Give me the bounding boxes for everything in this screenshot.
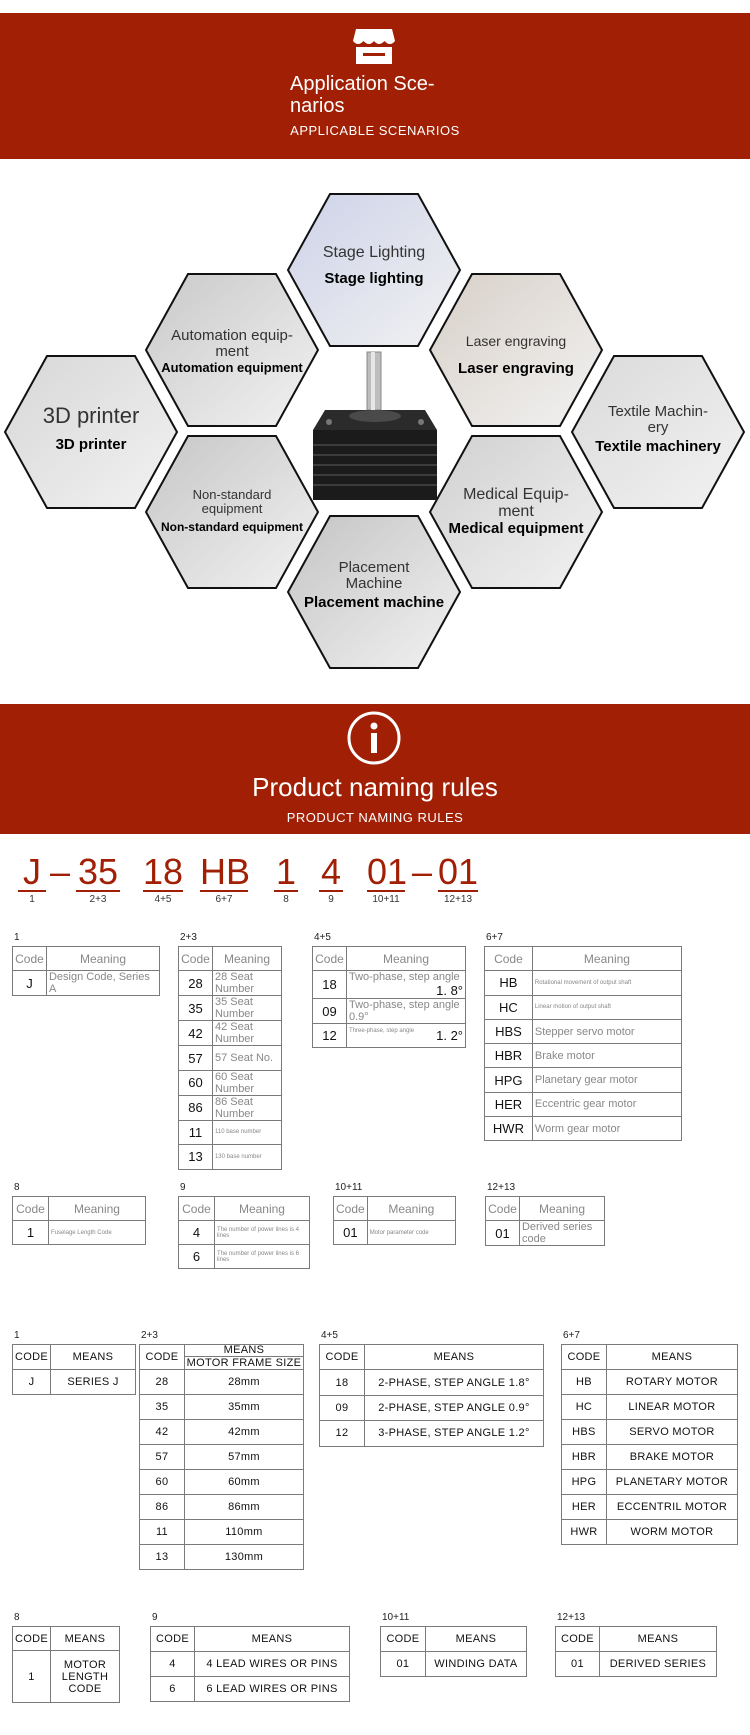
table-row (179, 971, 282, 996)
table-row (556, 1652, 717, 1677)
hex-placement-machine (286, 514, 462, 670)
rule-table-8 (12, 1626, 120, 1703)
code-cell: HPG (562, 1470, 607, 1495)
header-meaning: Meaning (519, 1197, 604, 1221)
code-cell: HBR (562, 1445, 607, 1470)
table-row (140, 1470, 304, 1495)
header-meaning: MEANS (425, 1627, 526, 1652)
table-label: 12+13 (487, 1182, 516, 1193)
table-row (485, 1117, 682, 1141)
header-code: Code (334, 1197, 368, 1221)
code-cell: 35 (140, 1395, 185, 1420)
hex-caption: Non-standard equipment (160, 520, 303, 534)
hex-title: Stage Lighting (322, 244, 426, 261)
table-row (485, 1092, 682, 1116)
hex-caption: Textile machinery (595, 438, 721, 455)
code-part-12-13: 01 12+13 (438, 851, 479, 905)
code-cell: 11 (179, 1120, 213, 1144)
table-header-row (556, 1627, 717, 1652)
hex-title: Laser engraving (465, 333, 567, 349)
meaning-cell: 60mm (184, 1470, 303, 1495)
table-row (179, 996, 282, 1021)
code-cell: J (13, 971, 47, 996)
table-label: 10+11 (382, 1612, 410, 1623)
rule-table-10-11 (380, 1626, 527, 1677)
meaning-cell: 130mm (184, 1545, 303, 1570)
rule-table-9 (178, 1196, 310, 1269)
meaning-cell: BRAKE MOTOR (606, 1445, 737, 1470)
table-row (140, 1370, 304, 1395)
meaning-cell: 57 Seat No. (212, 1046, 281, 1070)
table-row (13, 971, 160, 996)
table-header-row (485, 947, 682, 971)
header-meaning: MEANS (50, 1627, 119, 1651)
rule-table-4-5 (319, 1344, 544, 1447)
header-code: Code (13, 947, 47, 971)
table-header-row (13, 1345, 136, 1370)
meaning-cell: The number of power lines is 6 lines (214, 1245, 309, 1269)
rule-table-6-7 (561, 1344, 738, 1545)
meaning-cell: ECCENTRIL MOTOR (606, 1495, 737, 1520)
table-row (13, 1651, 120, 1703)
rule-table-2-3 (178, 946, 282, 1170)
meaning-cell: WORM MOTOR (606, 1520, 737, 1545)
header-code: CODE (320, 1345, 365, 1370)
code-cell: HB (562, 1370, 607, 1395)
table-row (381, 1652, 527, 1677)
meaning-cell: 42 Seat Number (212, 1021, 281, 1046)
meaning-cell: 2-PHASE, STEP ANGLE 1.8° (364, 1370, 543, 1395)
meaning-cell: 86 Seat Number (212, 1095, 281, 1120)
table-header-row (13, 1197, 146, 1221)
info-icon (346, 710, 402, 766)
hex-title: Medical Equip- ment (463, 486, 569, 520)
naming-rules-title: Product naming rules (252, 772, 498, 802)
hex-caption: 3D printer (55, 436, 127, 453)
code-cell: 6 (179, 1245, 215, 1269)
code-cell: 57 (140, 1445, 185, 1470)
table-label: 12+13 (557, 1612, 586, 1623)
table-header-row (320, 1345, 544, 1370)
table-header-row (179, 947, 282, 971)
table-header-row (486, 1197, 605, 1221)
meaning-cell: The number of power lines is 4 lines (214, 1221, 309, 1245)
table-row (313, 999, 466, 1024)
rule-table-1 (12, 946, 160, 996)
code-cell: 01 (486, 1221, 520, 1246)
header-code: CODE (13, 1627, 51, 1651)
code-cell: HB (485, 971, 533, 995)
header-code: Code (179, 947, 213, 971)
meaning-cell: Two-phase, step angle 0.9° (346, 999, 465, 1024)
table-row (179, 1120, 282, 1144)
table-row (179, 1221, 310, 1245)
header-code: Code (179, 1197, 215, 1221)
table-row (334, 1221, 456, 1245)
table-row (140, 1495, 304, 1520)
meaning-cell: Linear motion of output shaft (532, 995, 681, 1019)
header-code: CODE (140, 1345, 185, 1370)
table-row (562, 1395, 738, 1420)
code-cell: 86 (140, 1495, 185, 1520)
meaning-cell: Motor parameter code (367, 1221, 455, 1245)
meaning-cell: 60 Seat Number (212, 1070, 281, 1095)
table-row (562, 1520, 738, 1545)
table-label: 9 (152, 1612, 158, 1623)
meaning-cell: Fuselage Length Code (48, 1221, 145, 1245)
table-row (485, 971, 682, 995)
code-dash: – (49, 851, 71, 892)
table-label: 10+11 (335, 1182, 363, 1193)
meaning-cell: Two-phase, step angle 1. 8° (346, 971, 465, 999)
header-code: CODE (562, 1345, 607, 1370)
table-row (320, 1370, 544, 1395)
table-row (485, 995, 682, 1019)
code-cell: 1 (13, 1221, 49, 1245)
model-code-breakdown (0, 851, 750, 914)
rule-table-12-13 (485, 1196, 605, 1246)
meaning-cell: 6 LEAD WIRES OR PINS (194, 1677, 349, 1702)
code-cell: 01 (381, 1652, 426, 1677)
rule-table-6-7 (484, 946, 682, 1141)
table-header-row (562, 1345, 738, 1370)
meaning-cell: 3-PHASE, STEP ANGLE 1.2° (364, 1421, 543, 1446)
stepper-motor-image (305, 350, 445, 510)
table-row (179, 1021, 282, 1046)
code-cell: HBR (485, 1044, 533, 1068)
code-cell: HPG (485, 1068, 533, 1092)
meaning-cell: 4 LEAD WIRES OR PINS (194, 1652, 349, 1677)
header-meaning: Meaning (212, 947, 281, 971)
code-cell: 4 (179, 1221, 215, 1245)
code-cell: 13 (179, 1145, 213, 1169)
code-cell: 13 (140, 1545, 185, 1570)
header-code: CODE (151, 1627, 195, 1652)
table-label: 8 (14, 1612, 20, 1623)
meaning-cell: 86mm (184, 1495, 303, 1520)
code-cell: 57 (179, 1046, 213, 1070)
code-part-6-7: HB 6+7 (200, 851, 251, 905)
table-row (562, 1445, 738, 1470)
rule-table-10-11 (333, 1196, 456, 1245)
header-meaning: Meaning (346, 947, 465, 971)
code-cell: J (13, 1370, 51, 1395)
code-cell: HC (485, 995, 533, 1019)
table-row (485, 1019, 682, 1043)
code-cell: HER (485, 1092, 533, 1116)
meaning-cell: Three-phase, step angle 1. 2° (346, 1024, 465, 1048)
meaning-cell: 35 Seat Number (212, 996, 281, 1021)
table-header-row (179, 1197, 310, 1221)
header-code: Code (13, 1197, 49, 1221)
header-meaning: Meaning (48, 1197, 145, 1221)
table-label: 1 (14, 1330, 20, 1341)
meaning-cell: Worm gear motor (532, 1117, 681, 1141)
table-row (140, 1445, 304, 1470)
table-header-row (334, 1197, 456, 1221)
code-cell: 60 (140, 1470, 185, 1495)
table-row (313, 971, 466, 999)
table-row (140, 1545, 304, 1570)
code-cell: HBS (562, 1420, 607, 1445)
meaning-cell: Derived series code (519, 1221, 604, 1246)
meaning-cell: 110 base number (212, 1120, 281, 1144)
meaning-cell: DERIVED SERIES (599, 1652, 716, 1677)
table-row (485, 1044, 682, 1068)
rule-table-4-5 (312, 946, 466, 1048)
table-row (179, 1245, 310, 1269)
code-cell: 6 (151, 1677, 195, 1702)
banner-subtitle: APPLICABLE SCENARIOS (290, 123, 460, 138)
meaning-cell: Design Code, Series A (46, 971, 159, 996)
rule-table-1 (12, 1344, 136, 1395)
code-part-1: J 1 (18, 854, 46, 905)
table-label: 8 (14, 1182, 20, 1193)
table-header-row (151, 1627, 350, 1652)
meaning-cell: Planetary gear motor (532, 1068, 681, 1092)
meaning-cell: 2-PHASE, STEP ANGLE 0.9° (364, 1395, 543, 1420)
table-row (140, 1420, 304, 1445)
meaning-cell: LINEAR MOTOR (606, 1395, 737, 1420)
code-cell: 28 (179, 971, 213, 996)
table-row (140, 1520, 304, 1545)
code-cell: 42 (140, 1420, 185, 1445)
header-code: CODE (381, 1627, 426, 1652)
table-row (151, 1652, 350, 1677)
table-label: 1 (14, 932, 20, 943)
table-row (13, 1370, 136, 1395)
table-row (13, 1221, 146, 1245)
code-cell: 35 (179, 996, 213, 1021)
table-row (151, 1677, 350, 1702)
table-label: 2+3 (180, 932, 197, 943)
meaning-cell: 130 base number (212, 1145, 281, 1169)
meaning-cell: ROTARY MOTOR (606, 1370, 737, 1395)
code-cell: 12 (320, 1421, 365, 1446)
code-cell: HBS (485, 1019, 533, 1043)
meaning-cell: 110mm (184, 1520, 303, 1545)
table-label: 9 (180, 1182, 186, 1193)
header-meaning: MEANS MOTOR FRAME SIZE (184, 1345, 303, 1370)
meaning-cell: Rotational movement of output shaft (532, 971, 681, 995)
meaning-cell: SERIES J (50, 1370, 135, 1395)
rule-table-9 (150, 1626, 350, 1702)
table-row (179, 1046, 282, 1070)
code-part-2-3: 35 2+3 (77, 851, 119, 905)
hex-caption: Automation equipment (161, 360, 303, 375)
table-row (320, 1421, 544, 1446)
header-meaning: Meaning (532, 947, 681, 971)
code-cell: 28 (140, 1370, 185, 1395)
rule-table-12-13 (555, 1626, 717, 1677)
table-label: 2+3 (141, 1330, 158, 1341)
table-header-row (140, 1345, 304, 1370)
code-cell: 11 (140, 1520, 185, 1545)
meaning-cell: Eccentric gear motor (532, 1092, 681, 1116)
table-row (179, 1145, 282, 1169)
code-part-9: 4 9 (320, 851, 342, 905)
meaning-cell: 28 Seat Number (212, 971, 281, 996)
hex-title: 3D printer (42, 403, 140, 428)
hex-caption: Medical equipment (448, 520, 584, 537)
hex-title: Textile Machin- ery (607, 403, 709, 436)
table-row (179, 1095, 282, 1120)
meaning-cell: MOTOR LENGTH CODE (50, 1651, 119, 1703)
code-cell: 12 (313, 1024, 347, 1048)
table-row (313, 1024, 466, 1048)
hex-caption: Stage lighting (324, 270, 424, 287)
applicable-scenarios-banner (0, 13, 750, 159)
code-part-8: 1 8 (275, 851, 297, 905)
code-cell: 86 (179, 1095, 213, 1120)
table-row (562, 1470, 738, 1495)
header-code: CODE (13, 1345, 51, 1370)
table-label: 4+5 (321, 1330, 338, 1341)
table-header-row (381, 1627, 527, 1652)
rule-table-8 (12, 1196, 146, 1245)
code-part-4-5: 18 4+5 (143, 851, 184, 905)
store-icon (352, 27, 396, 65)
meaning-cell: PLANETARY MOTOR (606, 1470, 737, 1495)
meaning-cell: Brake motor (532, 1044, 681, 1068)
meaning-cell: 57mm (184, 1445, 303, 1470)
header-meaning: MEANS (50, 1345, 135, 1370)
header-meaning: Meaning (214, 1197, 309, 1221)
code-cell: 4 (151, 1652, 195, 1677)
table-row (320, 1395, 544, 1420)
header-meaning: MEANS (364, 1345, 543, 1370)
header-meaning: MEANS (606, 1345, 737, 1370)
code-cell: 09 (313, 999, 347, 1024)
table-label: 6+7 (486, 932, 503, 943)
header-code: Code (485, 947, 533, 971)
hex-caption: Laser engraving (458, 360, 574, 377)
code-cell: 01 (334, 1221, 368, 1245)
code-dash: – (411, 851, 433, 892)
table-row (486, 1221, 605, 1246)
table-row (562, 1420, 738, 1445)
code-cell: 42 (179, 1021, 213, 1046)
code-cell: 60 (179, 1070, 213, 1095)
code-cell: HER (562, 1495, 607, 1520)
table-label: 6+7 (563, 1330, 580, 1341)
naming-rules-subtitle: PRODUCT NAMING RULES (286, 810, 464, 825)
header-meaning: MEANS (599, 1627, 716, 1652)
code-cell: 18 (320, 1370, 365, 1395)
table-row (140, 1395, 304, 1420)
meaning-cell: Stepper servo motor (532, 1019, 681, 1043)
table-row (562, 1495, 738, 1520)
header-code: Code (313, 947, 347, 971)
meaning-cell: 42mm (184, 1420, 303, 1445)
code-cell: 01 (556, 1652, 600, 1677)
banner-title: Application Sce- narios (290, 73, 435, 117)
code-part-10-11: 01 10+11 (367, 851, 408, 905)
hex-title: Placement Machine (338, 559, 410, 592)
rule-table-2-3 (139, 1344, 304, 1570)
meaning-cell: 35mm (184, 1395, 303, 1420)
naming-rules-banner (0, 704, 750, 834)
table-label: 4+5 (314, 932, 331, 943)
code-cell: HC (562, 1395, 607, 1420)
meaning-cell: 28mm (184, 1370, 303, 1395)
header-meaning: Meaning (367, 1197, 455, 1221)
code-cell: HWR (485, 1117, 533, 1141)
table-header-row (13, 1627, 120, 1651)
hex-title: Automation equip- ment (171, 327, 293, 360)
code-cell: 1 (13, 1651, 51, 1703)
hex-photo (286, 514, 462, 670)
table-row (562, 1370, 738, 1395)
header-code: CODE (556, 1627, 600, 1652)
meaning-cell: SERVO MOTOR (606, 1420, 737, 1445)
table-header-row (13, 947, 160, 971)
table-row (485, 1068, 682, 1092)
code-cell: 18 (313, 971, 347, 999)
header-meaning: MEANS (194, 1627, 349, 1652)
header-code: Code (486, 1197, 520, 1221)
code-cell: 09 (320, 1395, 365, 1420)
table-header-row (313, 947, 466, 971)
hex-caption: Placement machine (303, 594, 445, 611)
code-cell: HWR (562, 1520, 607, 1545)
meaning-cell: WINDING DATA (425, 1652, 526, 1677)
table-row (179, 1070, 282, 1095)
hex-title: Non-standard equipment (192, 487, 272, 516)
header-meaning: Meaning (46, 947, 159, 971)
